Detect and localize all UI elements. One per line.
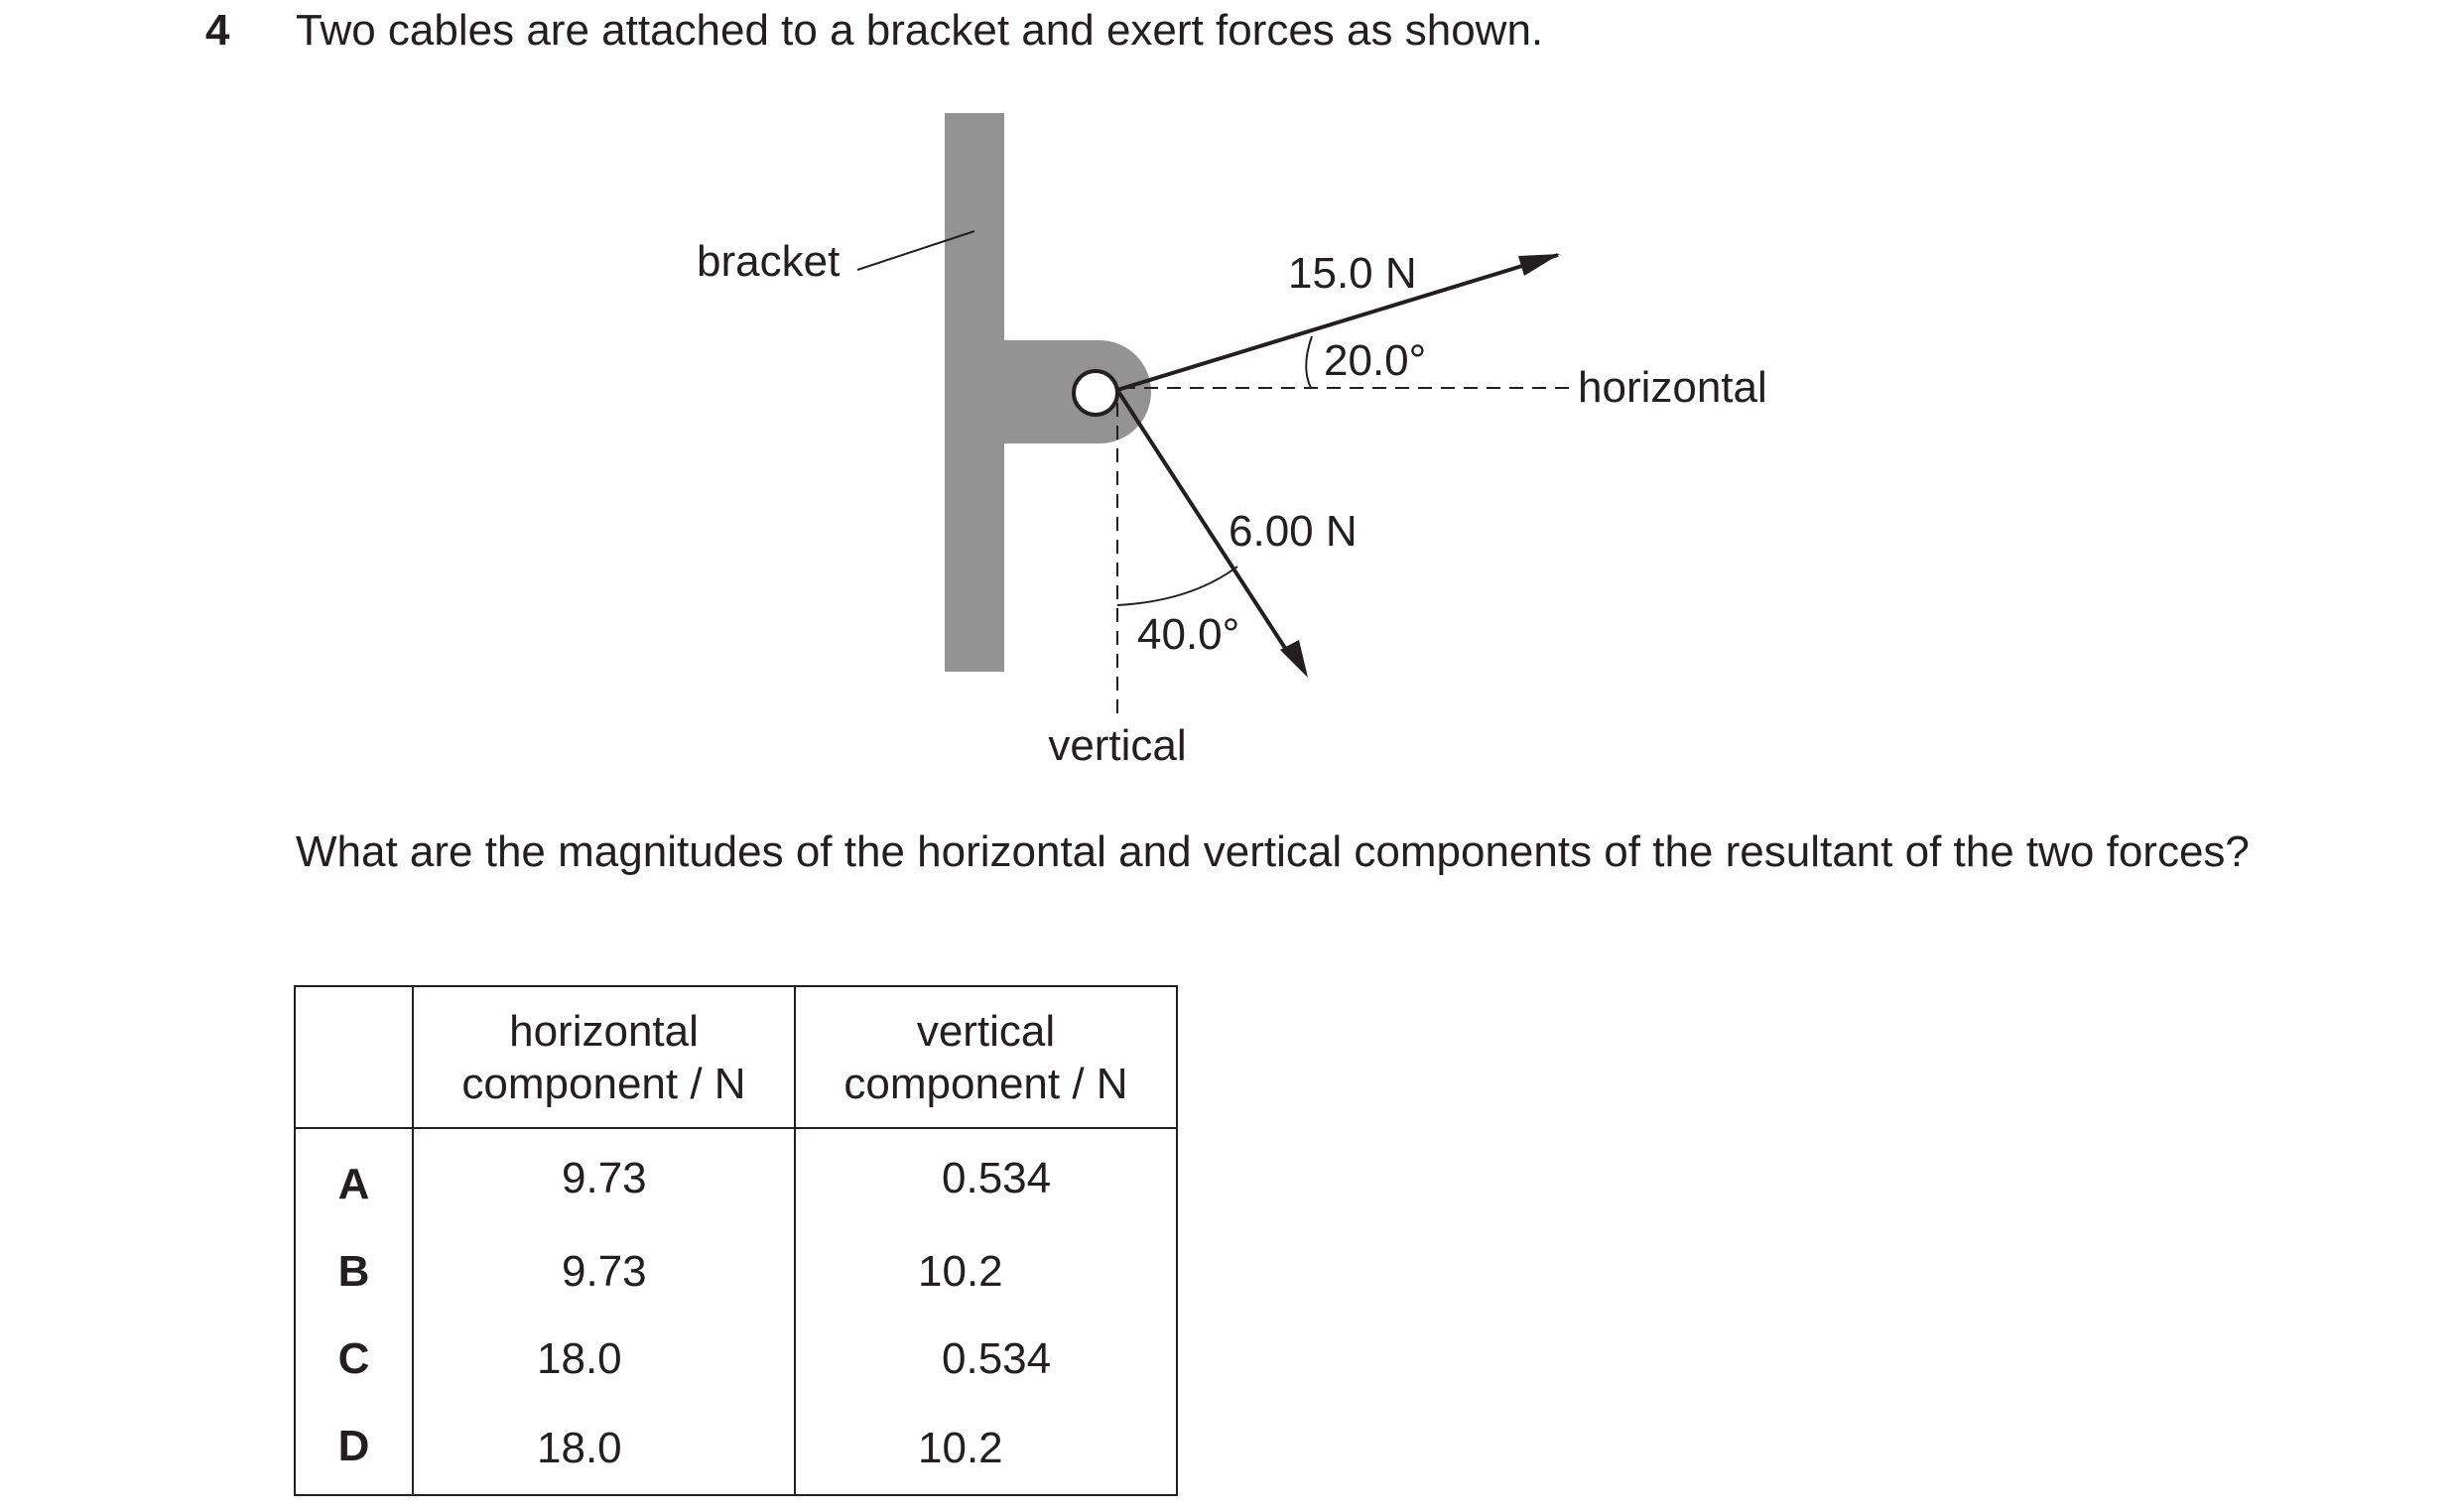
header-horizontal-component bbox=[413, 986, 795, 1128]
option-letter: C bbox=[295, 1316, 413, 1403]
vertical-value: 0.534 bbox=[795, 1316, 1177, 1403]
option-letter: B bbox=[295, 1228, 413, 1316]
option-row-d[interactable] bbox=[295, 1403, 1177, 1495]
vertical-value: 0.534 bbox=[795, 1128, 1177, 1228]
option-row-c[interactable] bbox=[295, 1316, 1177, 1403]
header-horizontal-line1: horizontal bbox=[509, 1006, 699, 1056]
vertical-label: vertical bbox=[1048, 721, 1187, 770]
option-letter: A bbox=[295, 1128, 413, 1228]
force-15n-arrowhead bbox=[1518, 254, 1560, 276]
angle-40-label: 40.0° bbox=[1137, 610, 1240, 659]
header-vertical-line2: component / N bbox=[843, 1059, 1128, 1108]
bracket-label: bracket bbox=[697, 237, 841, 286]
angle-20-label: 20.0° bbox=[1324, 336, 1427, 385]
question-number: 4 bbox=[205, 6, 230, 55]
question-stem: Two cables are attached to a bracket and exert forces as shown. bbox=[296, 6, 1544, 55]
horizontal-value: 18.0 bbox=[413, 1316, 795, 1403]
header-horizontal-line2: component / N bbox=[461, 1059, 746, 1108]
option-row-a[interactable] bbox=[295, 1128, 1177, 1228]
question-prompt: What are the magnitudes of the horizontal and vertical components of the resultant of the two forces? bbox=[296, 827, 2250, 876]
force-6n-label: 6.00 N bbox=[1229, 507, 1358, 556]
horizontal-value: 9.73 bbox=[413, 1128, 795, 1228]
header-letter-cell bbox=[295, 986, 413, 1128]
header-vertical-line1: vertical bbox=[916, 1006, 1056, 1056]
pivot-pin bbox=[1074, 371, 1117, 415]
angle-40-arc bbox=[1117, 567, 1237, 605]
horizontal-value: 9.73 bbox=[413, 1228, 795, 1316]
force-15n-label: 15.0 N bbox=[1288, 249, 1417, 298]
angle-20-arc bbox=[1306, 336, 1312, 388]
option-row-b[interactable] bbox=[295, 1228, 1177, 1316]
answer-options-table bbox=[294, 985, 1178, 1496]
vertical-value: 10.2 bbox=[795, 1228, 1177, 1316]
vertical-value: 10.2 bbox=[795, 1403, 1177, 1495]
horizontal-label: horizontal bbox=[1578, 363, 1767, 412]
option-letter: D bbox=[295, 1403, 413, 1495]
horizontal-value: 18.0 bbox=[413, 1403, 795, 1495]
table-header-row bbox=[295, 986, 1177, 1128]
header-vertical-component bbox=[795, 986, 1177, 1128]
